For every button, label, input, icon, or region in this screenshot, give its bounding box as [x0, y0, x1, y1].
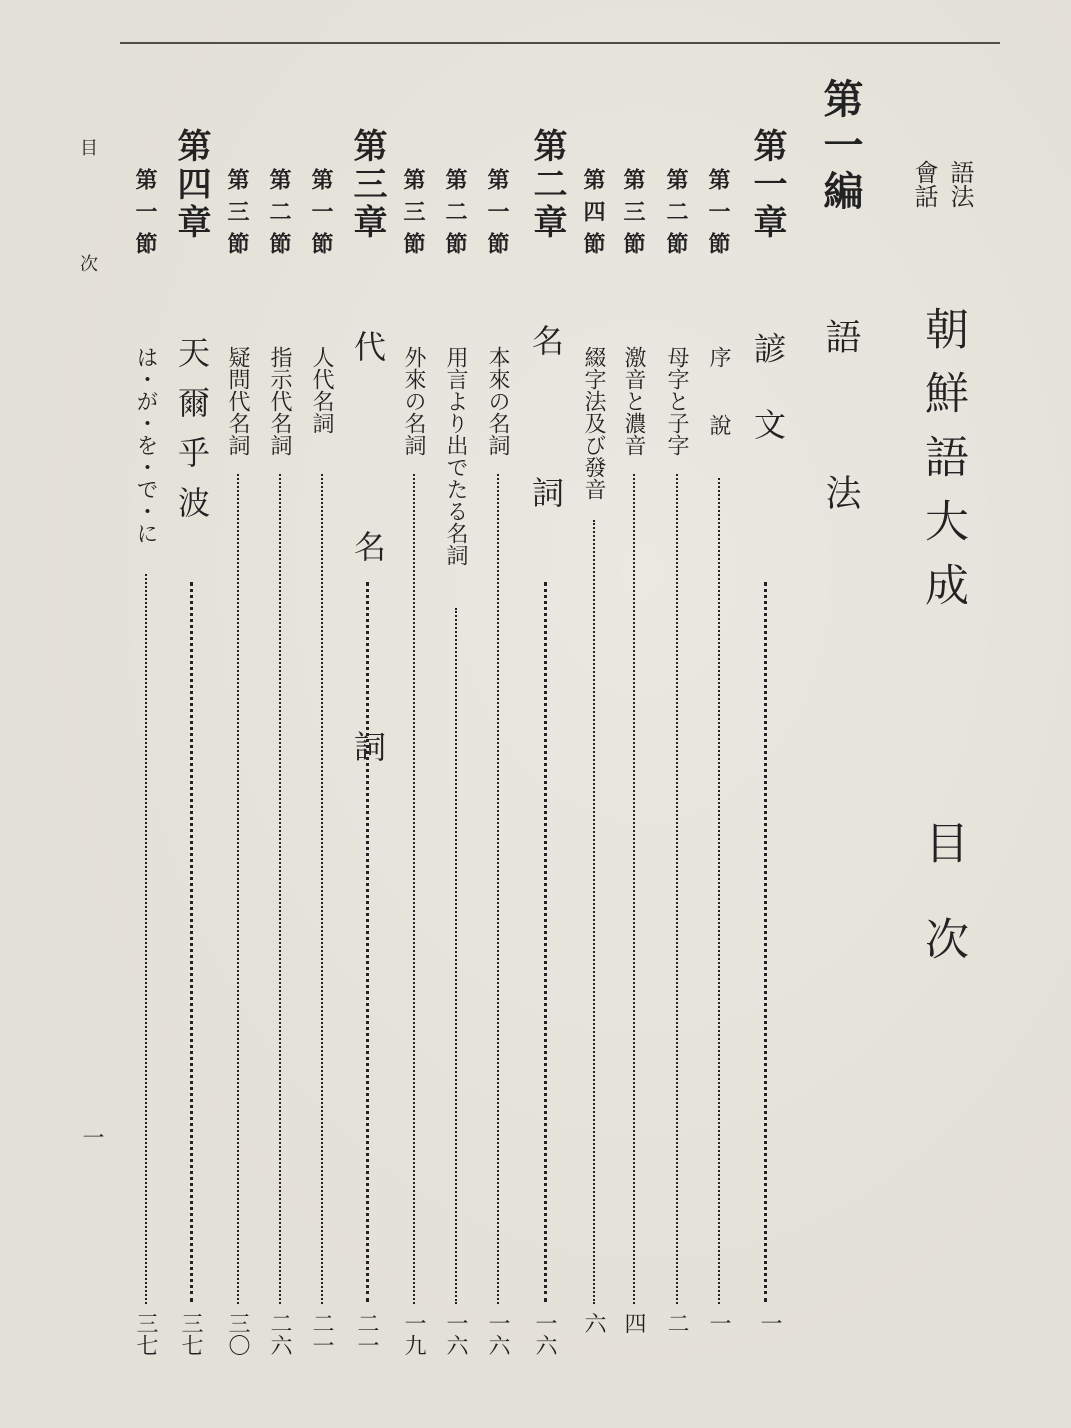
ch2-sec3-label: 第三節 [400, 168, 426, 264]
ch2-sec3-title: 外來の名詞 [401, 346, 426, 456]
ch3-sec2-page: 二六 [267, 1312, 292, 1356]
part-title: 語法 [820, 318, 861, 630]
book-subtitle: 目次 [917, 820, 968, 1012]
ch4-sec1-title: は・が・を・で・に [133, 346, 158, 544]
ch2-sec2-page: 一六 [443, 1312, 468, 1356]
running-head: 目 次 [77, 138, 98, 312]
ch3-sec2-leader [279, 474, 281, 1304]
ch1-sec1-leader [718, 478, 720, 1304]
book-prefix-left: 會話 [910, 160, 938, 208]
chapter-3-title: 代 名 詞 [349, 330, 387, 830]
chapter-2-label: 第二章 [527, 128, 567, 242]
ch3-sec1-page: 二一 [309, 1312, 334, 1356]
chapter-4-leader [190, 582, 193, 1302]
top-rule [120, 42, 1000, 44]
chapter-1-page: 一 [757, 1312, 782, 1334]
ch1-sec2-leader [676, 474, 678, 1304]
ch1-sec3-title: 激音と濃音 [621, 346, 646, 456]
book-title: 朝鮮語大成 [917, 306, 968, 626]
ch1-sec4-label: 第四節 [580, 168, 606, 264]
ch1-sec3-leader [633, 474, 635, 1304]
ch4-sec1-page: 三七 [133, 1312, 158, 1356]
chapter-1-label: 第一章 [747, 128, 787, 242]
chapter-3-leader [366, 582, 369, 1302]
ch3-sec3-page: 三〇 [225, 1312, 250, 1356]
ch3-sec1-title: 人代名詞 [309, 346, 334, 434]
ch2-sec1-page: 一六 [485, 1312, 510, 1356]
chapter-1-title: 諺 文 [749, 332, 787, 446]
ch1-sec1-title: 序 說 [706, 346, 731, 448]
ch1-sec2-page: 二 [664, 1312, 689, 1334]
ch3-sec3-title: 疑問代名詞 [225, 346, 250, 456]
ch3-sec1-label: 第一節 [308, 168, 334, 264]
ch4-sec1-label: 第一節 [132, 168, 158, 264]
ch1-sec4-page: 六 [581, 1312, 606, 1334]
chapter-2-leader [544, 582, 547, 1302]
ch3-sec3-leader [237, 474, 239, 1304]
chapter-4-title: 天爾乎波 [173, 336, 211, 536]
part-label: 第一編 [817, 78, 864, 216]
ch2-sec2-leader [455, 608, 457, 1304]
ch1-sec3-label: 第三節 [620, 168, 646, 264]
ch1-sec2-label: 第二節 [663, 168, 689, 264]
chapter-3-label: 第三章 [347, 128, 387, 242]
ch1-sec1-label: 第一節 [705, 168, 731, 264]
chapter-2-page: 一六 [532, 1312, 557, 1356]
ch2-sec1-label: 第一節 [484, 168, 510, 264]
folio: 一 [79, 1126, 104, 1148]
ch2-sec1-title: 本來の名詞 [485, 346, 510, 456]
ch2-sec2-title: 用言より出でたる名詞 [443, 346, 468, 566]
ch2-sec3-leader [413, 474, 415, 1304]
ch1-sec4-leader [593, 520, 595, 1304]
chapter-3-page: 二一 [354, 1312, 379, 1356]
chapter-4-page: 三七 [178, 1312, 203, 1356]
book-prefix-right: 語法 [946, 160, 974, 208]
ch2-sec3-page: 一九 [401, 1312, 426, 1356]
ch1-sec1-page: 一 [706, 1312, 731, 1334]
chapter-2-title: 名 詞 [527, 324, 565, 552]
ch1-sec3-page: 四 [621, 1312, 646, 1334]
ch3-sec1-leader [321, 474, 323, 1304]
chapter-1-leader [764, 582, 767, 1302]
ch1-sec2-title: 母字と子字 [664, 346, 689, 456]
ch2-sec2-label: 第二節 [442, 168, 468, 264]
ch1-sec4-title: 綴字法及び發音 [581, 346, 606, 500]
ch4-sec1-leader [145, 574, 147, 1304]
chapter-4-label: 第四章 [171, 128, 211, 242]
ch3-sec2-title: 指示代名詞 [267, 346, 292, 456]
ch2-sec1-leader [497, 474, 499, 1304]
ch3-sec3-label: 第三節 [224, 168, 250, 264]
ch3-sec2-label: 第二節 [266, 168, 292, 264]
